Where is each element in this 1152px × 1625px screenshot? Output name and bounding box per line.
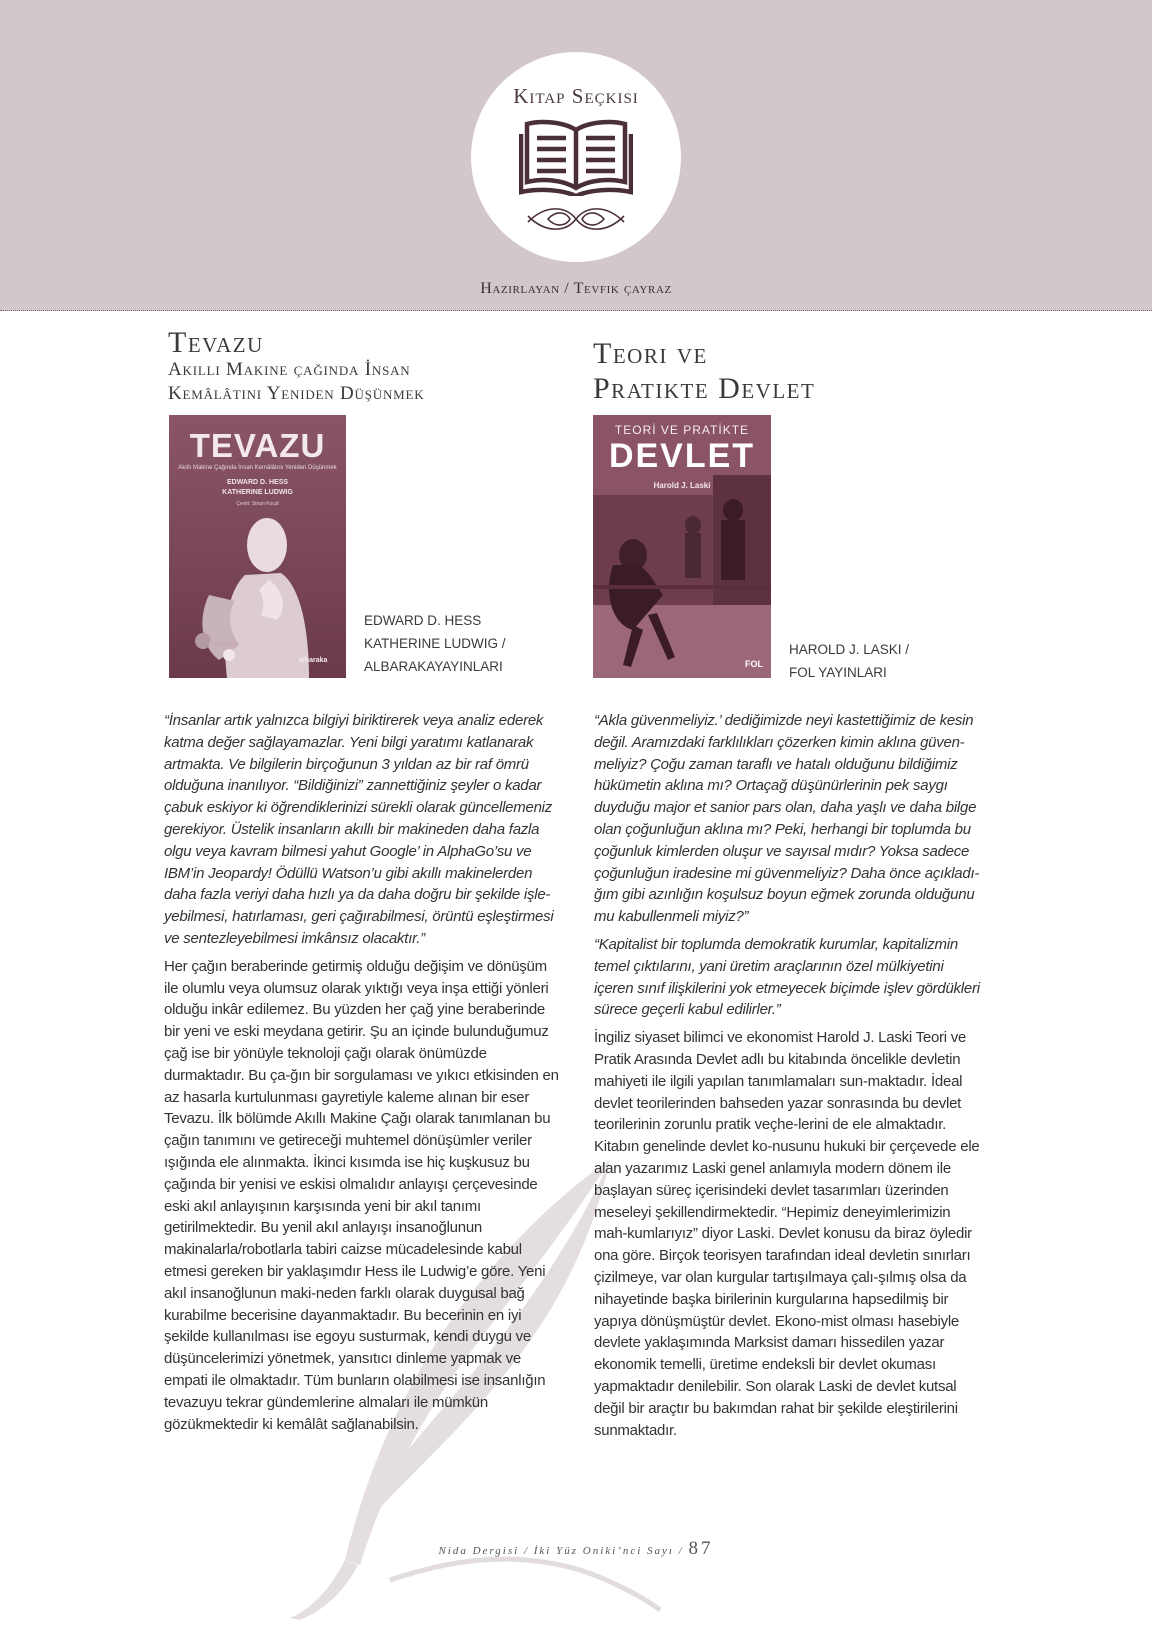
credit-line: KATHERINE LUDWIG /	[364, 636, 506, 651]
left-book-subtitle	[168, 358, 568, 406]
prepared-by: Hazırlayan / Tevfik çayraz	[480, 280, 672, 297]
cover-author: Harold J. Laski	[653, 481, 711, 490]
section-badge	[471, 52, 681, 262]
page-number: 87	[688, 1538, 714, 1559]
tevazu-book-cover	[169, 415, 346, 678]
devlet-book-cover	[593, 415, 771, 678]
right-book-body: İngiliz siyaset bilimci ve ekonomist Harold J. Laski Teori ve Pratik Arasında Devlet adlı bu kitabında öncelikle devletin mahiyeti ile ilgili yapılan tanımlamaları sun-maktadır. İdeal devlet teorilerinden bahseden yazar sonrasında bu devlet teorilerinin zorunlu pratik veçhe-lerini de ele almaktadır. Kitabın genelinde devlet ko-nusunu hukuki bir çerçevede ele alan yazarımız Laski genel anlamıyla modern dönem ile başlayan süreç içerisindeki devlet tasarımları üzerinden meseleyi şekillendirmektedir. “Hepimiz deneyimlerimizin mah-kumlarıyız” diyor Laski. Devlet konusu da biraz öyledir ona göre. Birçok teorisyen tarafından ideal devletin sınırları çizilmeye, var olan kurgular tartışılmaya çalı-şılmış olsa da nihayetinde başka birilerinin kurgularına hapsedilmiş bir yapıya dönüşmüştür devlet. Ekono-mist olması hasebiyle devlete yaklaşımında Marksist damarı hissedilen yazar ekonomik temelli, üretime endeksli bir devlet okuması yapmaktadır denilebilir. Son olarak Laski de devlet kutsal değil bir araçtır bu bakımdan rahat bir şekilde eleştirilerini sunmaktadır.	[594, 1029, 980, 1439]
header-band	[0, 0, 1152, 311]
right-book-credit	[789, 638, 909, 684]
right-title-line-2: Pratikte Devlet	[593, 372, 816, 405]
journal-name: Nida Dergisi / İki Yüz Oniki’nci Sayı /	[438, 1545, 684, 1557]
left-subtitle-line-1: Akıllı Makine çağında İnsan	[168, 359, 411, 380]
flourish-icon	[526, 202, 626, 236]
left-book-title: Tevazu	[168, 326, 264, 359]
credit-line: FOL YAYINLARI	[789, 665, 887, 680]
right-title-line-1: Teori ve	[593, 337, 708, 370]
left-subtitle-line-2: Kemâlâtını Yeniden Düşünmek	[168, 383, 425, 404]
cover-author-1: EDWARD D. HESS	[226, 479, 289, 486]
badge-title: Kitap Seçkisi	[513, 84, 639, 108]
credit-line: HAROLD J. LASKI /	[789, 642, 910, 657]
right-book-review	[594, 710, 984, 1447]
open-book-icon	[519, 116, 633, 196]
left-book-review	[164, 710, 562, 1441]
left-book-credit	[364, 609, 506, 678]
cover-title: TEVAZU	[189, 427, 326, 464]
right-book-quote-1: “Akla güvenmeliyiz.’ dediğimizde neyi kastettiğimiz de kesin değil. Aramızdaki farklılıkları çözerken kimin aklına güven-meliyiz? Çoğu zaman taraflı ve hatalı olduğunu bildiğimiz hükümetin aklına mı? Ortaçağ düşünürlerinin pek saygı duyduğu major et sanior pars olan, daha yaşlı ve daha bilge olan çoğunluğun aklına mı? Peki, herhangi bir toplumda bu çoğunluk kimlerden oluşur ve sayısal mıdır? Yoksa sadece çoğunluğun iradesine mi güvenmeliyiz? Daha önce açıkladı-ğım gibi azınlığın koşulsuz boyun eğmek zorunda olduğunu mu kabullenmeli miyiz?”	[594, 712, 980, 926]
left-book-quote: “İnsanlar artık yalnızca bilgiyi biriktirerek veya analiz ederek katma değer sağlayamazlar. Yeni bilgi yaratımı katlanarak artmakta. Ve bilgilerin birçoğunun 3 yıldan az bir raf ömrü olduğuna inanılıyor. “Bildiğinizi” zannettiğiniz şeyler o kadar çabuk eskiyor ki öğrendiklerinizi sürekli olarak güncellemeniz gerekiyor. Üstelik insanların akıllı bir makineden daha fazla olgu veya kavram bilmesi yahut Google’ in AlphaGo’su ve IBM’in Jeopardy! Ödüllü Watson’u gibi akıllı makinelerden daha fazla veriyi daha hızlı ya da daha doğru bir şekilde işle-yebilmesi, hatırlaması, geri çağırabilmesi, örüntü eşleştirmesi ve sentezleyebilmesi imkânsız olacaktır.”	[164, 712, 554, 947]
cover-overline: TEORİ VE PRATİKTE	[614, 423, 750, 437]
cover-translator: Çeviri: Sinan Kocal	[236, 501, 279, 507]
credit-line: EDWARD D. HESS	[364, 613, 482, 628]
credit-line: ALBARAKAYAYINLARI	[364, 659, 503, 674]
cover-publisher: albaraka	[299, 657, 328, 664]
cover-author-2: KATHERINE LUDWIG	[222, 489, 293, 496]
page-footer	[0, 1538, 1152, 1560]
left-book-body: Her çağın beraberinde getirmiş olduğu değişim ve dönüşüm ile olumlu veya olumsuz olarak yıktığı veya inşa ettiği yönleri olduğu inkâr edilemez. Bu yüzden her çağ yine beraberinde bir yeni ve eski meydana getirir. Şu an içinde bulunduğumuz çağ ise bir yönüyle teknoloji çağı olarak önümüzde durmaktadır. Bu ça-ğın bir sorgulaması ve yıkıcı etkisinden en az hasarla kurtulunması gayretiyle kaleme alınan bir eser Tevazu. İlk bölümde Akıllı Makine Çağı olarak tanımlanan bu çağın tanımını ve getireceği muhtemel dönüşümler veriler ışığında ele alınmakta. İkinci kısımda ise hiç kuşkusuz bu çağında bir yenisi ve eskisi olmalıdır anlayışı çerçevesinde eski akıl anlayışının karşısında yeni bir akıl tanımı getirilmektedir. Bu yenil akıl anlayışı insanoğlunun makinalarla/robotlarla tabiri caizse mücadelesinde kabul etmesi gereken bir yaklaşımdır Hess ile Ludwig’e göre. Yeni akıl insanoğlunun maki-neden farklı olarak duygusal bağ kurabilme becerisine dayanmaktadır. Bu becerinin en iyi şekilde kullanılması ise egoyu susturmak, kendi duygu ve düşüncelerimizi yönetmek, yansıtıcı dinleme yapmak ve empati ile olmaktadır. Tüm bunların olabilmesi ise insanlığın tevazuyu tekrar gündemlerine almaları ile mümkün gözükmektedir ki kemâlât sağlanabilsin.	[164, 957, 559, 1433]
cover-title: DEVLET	[608, 437, 756, 475]
right-book-quote-2: “Kapitalist bir toplumda demokratik kurumlar, kapitalizmin temel çıktılarını, yani üretim araçlarının özel mülkiyetini içeren sınıf ilişkilerini yok etmeyecek biçimde işlev gördükleri sürece geçerli kabul edilirler.”	[594, 935, 980, 1019]
right-book-title	[593, 336, 923, 406]
cover-subtitle: Akıllı Makine Çağında İnsan Kemâlâtını Yeniden Düşünmek	[178, 465, 337, 471]
cover-publisher: FOL	[745, 659, 763, 669]
